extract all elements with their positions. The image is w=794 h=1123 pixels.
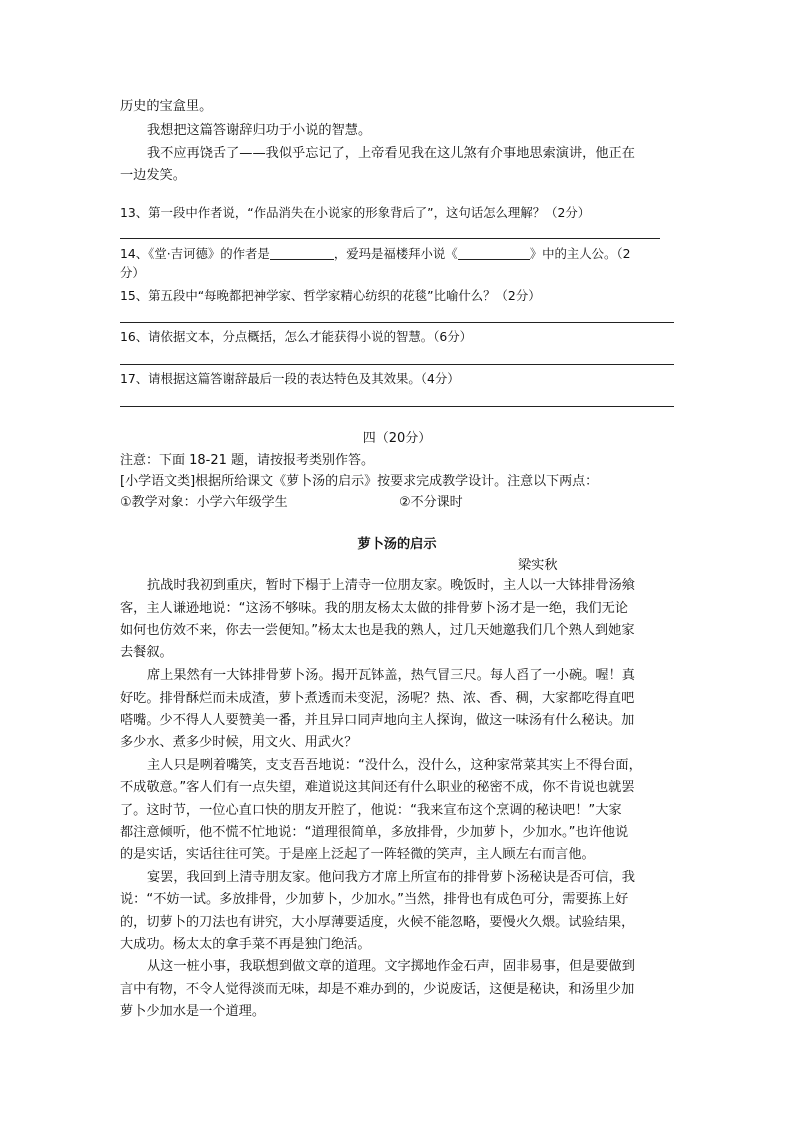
article-line: 萝卜少加水是一个道理。 — [120, 1004, 266, 1019]
answer-line[interactable] — [120, 364, 674, 365]
section-instruction: [小学语文类]根据所给课文《萝卜汤的启示》按要求完成教学设计。注意以下两点： — [120, 474, 599, 489]
article-line: 客，主人谦逊地说：“这汤不够味。我的朋友杨太太做的排骨萝卜汤才是一绝，我们无论 — [120, 601, 628, 616]
article-line: 嗒嘴。少不得人人要赞美一番，并且异口同声地向主人探询，做这一味汤有什么秘诀。加 — [120, 713, 635, 728]
article-line: 如何也仿效不来，你去一尝便知。”杨太太也是我的熟人，过几天她邀我们几个熟人到她家 — [120, 623, 635, 638]
article-line: 抗战时我初到重庆，暂时下榻于上清寺一位朋友家。晚饭时，主人以一大钵排骨汤飨 — [147, 578, 635, 593]
intro-line: 我不应再饶舌了——我似乎忘记了，上帝看见我在这儿煞有介事地思索演讲，他正在 — [147, 146, 635, 161]
q14-text-a: 14、《堂·吉诃德》的作者是 — [120, 246, 270, 261]
section-point-1: ①教学对象：小学六年级学生 — [120, 495, 288, 510]
article-line: 多少水、煮多少时候，用文火、用武火？ — [120, 735, 358, 750]
article-line: 主人只是咧着嘴笑，支支吾吾地说：“没什么，没什么，这种家常菜其实上不得台面， — [147, 758, 642, 773]
intro-line: 历史的宝盒里。 — [120, 99, 213, 114]
question-13: 13、第一段中作者说，“作品消失在小说家的形象背后了”，这句话怎么理解？（2分） — [120, 205, 591, 220]
question-16: 16、请依据文本，分点概括，怎么才能获得小说的智慧。（6分） — [120, 329, 472, 344]
question-15: 15、第五段中“每晚都把神学家、哲学家精心纺织的花毯”比喻什么？（2分） — [120, 288, 541, 303]
article-line: 从这一桩小事，我联想到做文章的道理。文字掷地作金石声，固非易事，但是要做到 — [147, 959, 635, 974]
article-line: 宴罢，我回到上清寺朋友家。他问我方才席上所宣布的排骨萝卜汤秘诀是否可信，我 — [147, 870, 635, 885]
section-note: 注意：下面 18-21 题，请按报考类别作答。 — [120, 453, 375, 468]
article-line: 言中有物，不令人觉得淡而无味，却是不难办到的，少说废话，这便是秘诀，和汤里少加 — [120, 982, 635, 997]
article-line: 说：“不妨一试。多放排骨，少加萝卜，少加水。”当然，排骨也有成色可分，需要拣上好 — [120, 892, 629, 907]
answer-line[interactable] — [120, 238, 660, 239]
q14-text-c: 》中的主人公。（2 — [529, 246, 631, 261]
question-14 — [120, 244, 631, 264]
article-line: 了。这时节，一位心直口快的朋友开腔了，他说：“我来宣布这个烹调的秘诀吧！”大家 — [120, 803, 622, 818]
article-line: 不成敬意。”客人们有一点失望，难道说这其间还有什么职业的秘密不成，你不肯说也就罢 — [120, 780, 635, 795]
section-heading: 四（20分） — [362, 431, 432, 446]
article-line: 都注意倾听，他不慌不忙地说：“道理很简单，多放排骨，少加萝卜，少加水。”也许他说 — [120, 825, 629, 840]
section-point-2: ②不分课时 — [399, 495, 463, 510]
answer-line[interactable] — [120, 406, 674, 407]
intro-line: 我想把这篇答谢辞归功于小说的智慧。 — [147, 123, 372, 138]
article-author: 梁实秋 — [518, 558, 558, 573]
question-17: 17、请根据这篇答谢辞最后一段的表达特色及其效果。（4分） — [120, 371, 460, 386]
answer-line[interactable] — [120, 322, 674, 323]
article-line: 大成功。杨太太的拿手菜不再是独门绝活。 — [120, 937, 371, 952]
article-line: 的是实话，实话往往可笑。于是座上泛起了一阵轻微的笑声，主人顾左右而言他。 — [120, 847, 595, 862]
intro-line: 一边发笑。 — [120, 168, 186, 183]
article-line: 的，切萝卜的刀法也有讲究，大小厚薄要适度，火候不能忽略，要慢火久煨。试验结果， — [120, 915, 635, 930]
article-line: 好吃。排骨酥烂而未成渣，萝卜煮透而未变泥，汤呢？热、浓、香、稠，大家都吃得直吧 — [120, 691, 635, 706]
question-14-cont: 分） — [120, 265, 145, 280]
article-line: 席上果然有一大钵排骨萝卜汤。揭开瓦钵盖，热气冒三尺。每人舀了一小碗。喔！真 — [147, 668, 635, 683]
article-line: 去餐叙。 — [120, 645, 173, 660]
article-title: 萝卜汤的启示 — [357, 537, 437, 552]
answer-blank[interactable] — [458, 247, 530, 260]
q14-text-b: ，爱玛是福楼拜小说《 — [333, 246, 458, 261]
answer-blank[interactable] — [270, 247, 334, 260]
